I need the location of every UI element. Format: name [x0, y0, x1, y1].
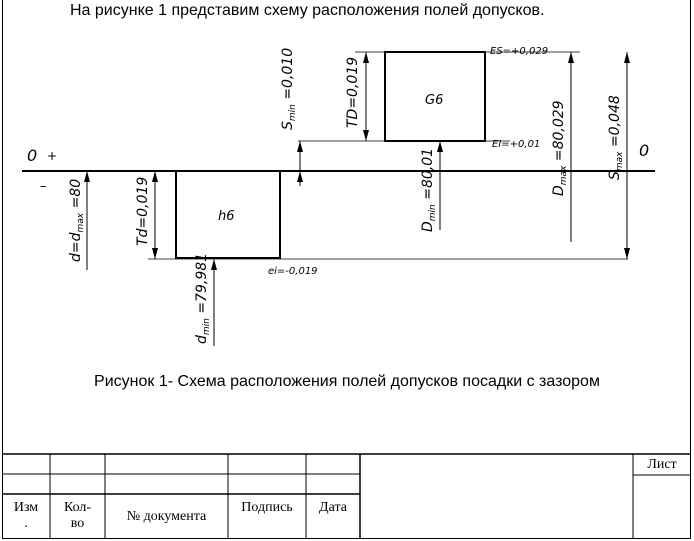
td-hole-label: TD=0,019	[345, 56, 361, 128]
Dmax-label: $D_{max} =80,029$	[551, 100, 569, 196]
col-signature: Подпись	[241, 500, 293, 515]
figure-caption: Рисунок 1- Схема расположения полей допусков посадки с зазором	[94, 373, 600, 390]
col-date: Дата	[319, 500, 347, 515]
dmin-label: $d_{min} =79,981$	[194, 252, 212, 344]
td-shaft-label: Td=0,019	[135, 176, 151, 246]
col-izm: Изм .	[13, 500, 39, 531]
plus-sign: +	[47, 149, 58, 163]
shaft-field-label: h6	[218, 209, 235, 224]
hole-field-label: G6	[425, 93, 444, 108]
zero-label-right: 0	[639, 141, 650, 160]
sheet-label: Лист	[647, 457, 677, 472]
ei-shaft-label: ei=-0,019	[268, 266, 318, 277]
col-document-number: № документа	[126, 509, 207, 524]
ei-hole-label: EI=+0,01	[492, 139, 541, 150]
col-kol-vo: Кол- во	[63, 500, 92, 531]
zero-label-left: 0	[27, 146, 38, 165]
Dmin-label: $D_{min} =80,01$	[420, 147, 438, 232]
intro-text: На рисунке 1 представим схему расположения полей допусков.	[70, 2, 545, 19]
smin-label: $S_{min} =0,010$	[280, 47, 298, 130]
minus-sign: –	[40, 179, 47, 194]
Smax-label: $S_{max} =0,048$	[607, 95, 625, 180]
d-dmax-label: $d=d_{max} =80$	[68, 178, 86, 262]
es-label: ES=+0,029	[490, 46, 549, 57]
